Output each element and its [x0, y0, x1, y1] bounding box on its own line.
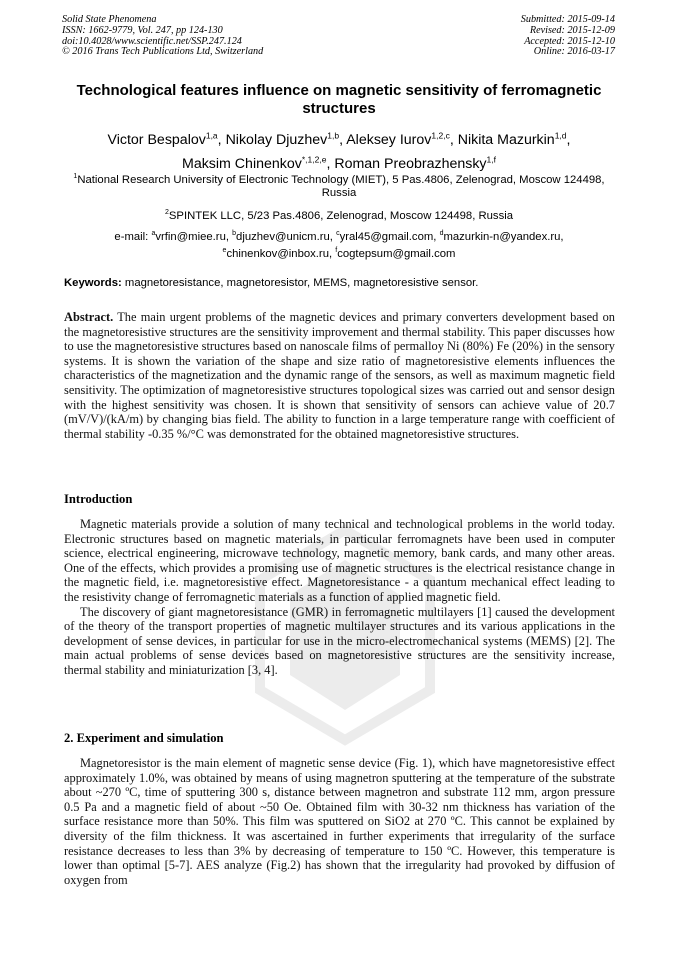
- doi-line: doi:10.4028/www.scientific.net/SSP.247.124: [62, 35, 242, 47]
- email-list: e-mail: $^a$vrfin@miee.ru, $^b$djuzhev@unicm.ru, $^c$yral45@gmail.com, $^d$mazurkin-n@yandex.ru, $^e$chinenkov@inbox.ru, $^f$cogtepsum@gmail.com: [114, 230, 564, 260]
- issn-line: ISSN: 1662-9779, Vol. 247, pp 124-130: [62, 24, 223, 36]
- email-item: $^a$vrfin@miee.ru,: [151, 230, 233, 243]
- abstract-label: Abstract.: [64, 310, 114, 324]
- author: Maksim Chinenkov$^{*,1,2,e}$,: [182, 154, 335, 173]
- affiliation-1: $^1$National Research University of Electronic Technology (MIET), 5 Pas.4806, Zelenograd, Moscow 124498, Russia: [73, 173, 605, 200]
- paragraph: Magnetic materials provide a solution of many technical and technological problems in the world today. Electronic structures based on magnetic materials, in particular ferromagnets have been used in computer science, electrical engineering, microwave technology, magnetic memory, bank cards, and many other areas. One of the effects, which provides a promising use of magnetic structures is the electrical resistance change in the magnetic field, i.e. magnetoresistive effect. Magnetoresistance - a quantum mechanical effect leading to the resistivity change of ferromagnetic materials as a function of applied magnetic field.: [64, 517, 615, 604]
- author: Aleksey Iurov$^{1,2,c}$,: [346, 130, 458, 148]
- introduction-body: [64, 517, 615, 678]
- abstract: [64, 310, 615, 441]
- submission-dates: [521, 15, 615, 58]
- section-heading-introduction: Introduction: [64, 492, 133, 506]
- author: Nikolay Djuzhev$^{1,b}$,: [225, 130, 347, 148]
- email-item: $^e$chinenkov@inbox.ru,: [222, 246, 336, 260]
- email-item: $^b$djuzhev@unicm.ru,: [232, 230, 337, 243]
- online-date: Online: 2016-03-17: [533, 46, 615, 58]
- paragraph: Magnetoresistor is the main element of magnetic sense device (Fig. 1), which have magnetoresistive effect approximately 1.0%, was obtained by means of using magnetron sputtering at the temperature of the substrate about ~270 ºC, time of sputtering 300 s, distance between magnetron and substrate 112 mm, argon pressure 0.5 Pa and a magnetic field of about ~50 Oe. Obtained film with 30-32 nm thickness has variation of the surface resistance more than 50%. This film was sputtered on SiO2 at 270 ºC. This cannot be explained by diversity of the film thickness. It was ascertained in further experiments that irregularity of the surface resistance decreases to less than 3% by decreasing of temperature to 150 ºC. However, this temperature is lower than optimal [5-7]. AES analyze (Fig.2) has shown that the irregularity had provoked by diffusion of oxygen from: [64, 756, 615, 887]
- paragraph: The discovery of giant magnetoresistance (GMR) in ferromagnetic multilayers [1] caused the development of the theory of the transport properties of magnetic multilayer structures and its various applications in the development of sense devices, in particular for use in the micro-electromechanical systems (MEMS) [2]. The main actual problems of sense devices based on magnetoresistive structures are the sensitivity increase, thermal stability and miniaturization [3, 4].: [64, 604, 615, 677]
- affiliation-2: $^2$SPINTEK LLC, 5/23 Pas.4806, Zelenograd, Moscow 124498, Russia: [164, 209, 514, 222]
- journal-name: Solid State Phenomena: [62, 14, 157, 25]
- keywords-text: magnetoresistance, magnetoresistor, MEMS, magnetoresistive sensor.: [121, 277, 479, 289]
- abstract-text: The main urgent problems of the magnetic devices and primary converters development based on the magnetoresistive structures are the sensitivity improvement and thermal stability. This paper discusses how to use the magnetoresistive structures based on nanoscale films of permalloy Ni (80%) Fe (20%) in the sensory systems. It is shown the variation of the shape and size ratio of magnetoresistive elements influences the characteristics of the magnetization and the dynamic range of the sensors, as well as maximum magnetic field sensitivity. The optimization of magnetoresistive structures topological sizes was carried out and sensor design with the highest sensitivity was chosen. It is shown that sensitivity of sensors can achieve value of 20.7 (mV/V)/(kA/m) by changing bias field. The ability to function in a large temperature range with coefficient of thermal stability -0.35 %/°C was demonstrated for the obtained magnetoresistive structures.: [64, 310, 615, 441]
- accepted-date: Accepted: 2015-12-10: [524, 35, 615, 47]
- revised-date: Revised: 2015-12-09: [529, 24, 615, 36]
- section-heading-experiment: 2. Experiment and simulation: [64, 731, 224, 745]
- author: Roman Preobrazhensky$^{1,f}$: [334, 154, 496, 173]
- email-item: $^c$yral45@gmail.com,: [336, 230, 440, 243]
- author: Victor Bespalov$^{1,a}$,: [107, 130, 226, 148]
- author: Nikita Mazurkin$^{1,d}$,: [457, 130, 571, 148]
- paper-title: Technological features influence on magnetic sensitivity of ferromagnetic structures: [76, 82, 602, 117]
- author-list: [56, 125, 622, 174]
- email-item: $^f$cogtepsum@gmail.com: [335, 246, 456, 260]
- email-item: $^d$mazurkin-n@yandex.ru,: [439, 230, 564, 243]
- copyright-line: © 2016 Trans Tech Publications Ltd, Switzerland: [62, 46, 264, 58]
- experiment-body: [64, 756, 615, 887]
- journal-info: [62, 15, 263, 58]
- submitted-date: Submitted: 2015-09-14: [520, 14, 615, 25]
- keywords-label: Keywords:: [64, 277, 122, 289]
- keywords: [64, 276, 620, 290]
